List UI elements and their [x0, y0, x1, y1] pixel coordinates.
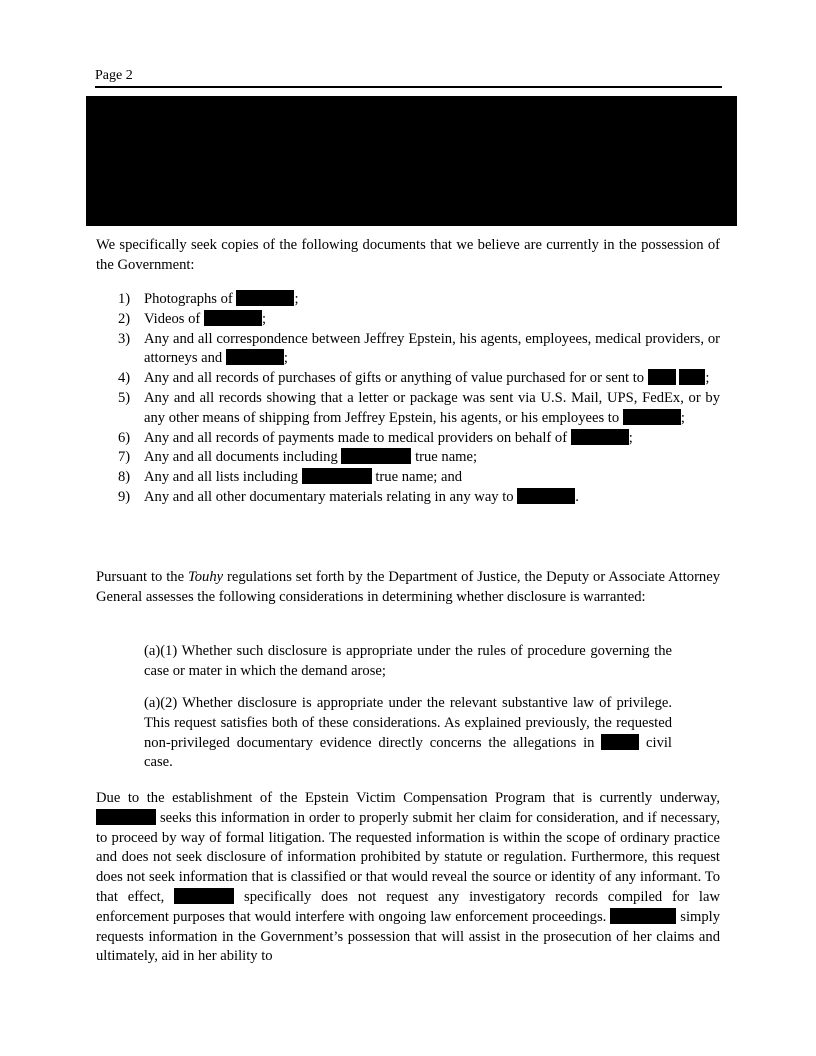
redaction: [610, 908, 676, 924]
page-label: Page 2: [95, 68, 133, 83]
list-item: 6) Any and all records of payments made to medical providers on behalf of ;: [118, 429, 633, 446]
redaction: [174, 888, 234, 904]
list-item: 9) Any and all other documentary materials relating in any way to .: [118, 488, 579, 505]
redaction: [204, 310, 262, 326]
redaction: [302, 468, 372, 484]
redaction: [517, 488, 575, 504]
intro-paragraph: We specifically seek copies of the following documents that we believe are currently in the possession of the Government:: [96, 237, 720, 273]
touhy-paragraph: Pursuant to the Touhy regulations set forth by the Department of Justice, the Deputy or Associate Attorney General assesses the following considerations in determining whether disclosure is warranted:: [96, 569, 720, 605]
redaction: [571, 429, 629, 445]
redaction: [679, 369, 705, 385]
redaction-block: [86, 96, 737, 226]
redaction: [341, 448, 411, 464]
closing-paragraph: Due to the establishment of the Epstein Victim Compensation Program that is currently underway, seeks this information in order to properly submit her claim for consideration, and if necessary, to proceed by way of formal litigation. The requested information is within the scope of ordinary practice and does not seek disclosure of information prohibited by statute or regulation. Furthermore, this request does not seek information that is classified or that would reveal the source or identity of any informant. To that effect, specifically does not request any investigatory records compiled for law enforcement purposes that would interfere with ongoing law enforcement proceedings. simply requests information in the Government’s possession that will assist in the prosecution of her claims and ultimately, aid in her ability to: [96, 790, 720, 965]
redaction: [226, 349, 284, 365]
redaction: [648, 369, 676, 385]
list-item: 7) Any and all documents including true name;: [118, 449, 478, 466]
redaction: [236, 290, 294, 306]
quote-a1: (a)(1) Whether such disclosure is appropriate under the rules of procedure governing the case or mater in which the demand arose;: [144, 643, 672, 679]
list-item: 3) Any and all correspondence between Jeffrey Epstein, his agents, employees, medical providers, or attorneys and ;: [118, 330, 720, 367]
list-item: 4) Any and all records of purchases of gifts or anything of value purchased for or sent to ;: [118, 370, 710, 387]
list-item: 1) Photographs of ;: [118, 291, 299, 307]
list-item: 8) Any and all lists including true name; and: [118, 469, 463, 486]
redaction: [623, 409, 681, 425]
redaction: [96, 809, 156, 825]
list-item: 5) Any and all records showing that a letter or package was sent via U.S. Mail, UPS, FedEx, or by any other means of shipping from Jeffrey Epstein, his agents, or his employees to ;: [118, 389, 720, 426]
redaction: [601, 734, 639, 750]
document-request-list: [118, 290, 720, 508]
header-rule: [95, 86, 722, 88]
list-item: 2) Videos of ;: [118, 310, 266, 327]
quote-a2: (a)(2) Whether disclosure is appropriate under the relevant substantive law of privilege. This request satisfies both of these considerations. As explained previously, the requested non-privileged documentary evidence directly concerns the allegations in civil case.: [144, 695, 672, 771]
